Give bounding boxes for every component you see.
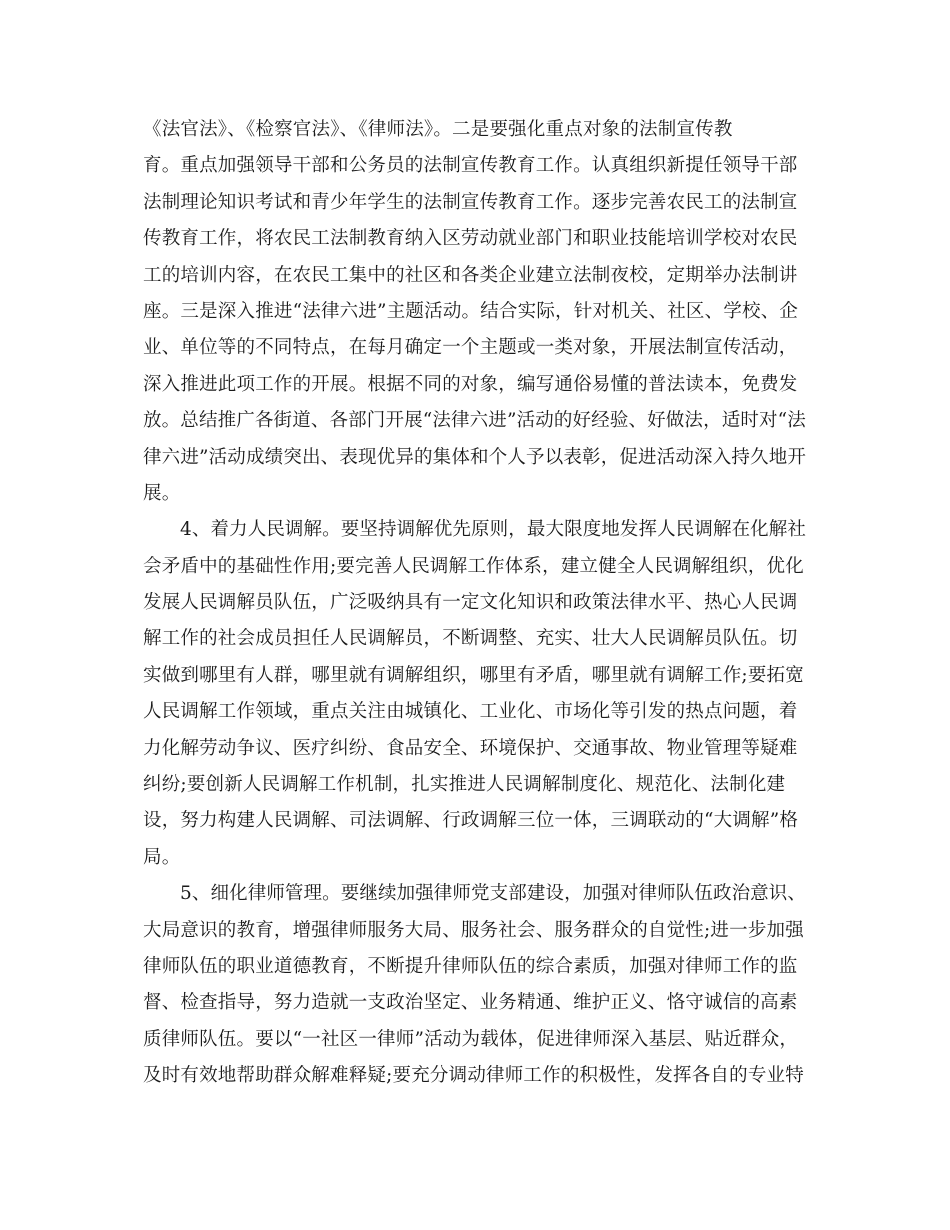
text-line: 展。 [143,482,181,504]
text-line: 督、检查指导，努力造就一支政治坚定、业务精通、维护正义、恪守诚信的高素 [143,992,798,1014]
paragraph-first-line: 4、着力人民调解。要坚持调解优先原则，最大限度地发挥人民调解在化解社 [180,519,807,541]
text-line: 发展人民调解员队伍，广泛吸纳具有一定文化知识和政策法律水平、热心人民调 [143,592,798,614]
document-body [143,112,806,1095]
text-line: 律六进”活动成绩突出、表现优异的集体和个人予以表彰，促进活动深入持久地开 [143,446,807,468]
text-line: 传教育工作，将农民工法制教育纳入区劳动就业部门和职业技能培训学校对农民 [143,228,798,250]
paragraph-first-line: 5、细化律师管理。要继续加强律师党支部建设，加强对律师队伍政治意识、 [180,883,807,905]
text-line: 业、单位等的不同特点，在每月确定一个主题或一类对象，开展法制宣传活动， [143,337,798,359]
text-line: 座。三是深入推进“法律六进”主题活动。结合实际，针对机关、社区、学校、企 [143,300,799,322]
text-line: 工的培训内容，在农民工集中的社区和各类企业建立法制夜校，定期举办法制讲 [143,264,798,286]
text-line: 大局意识的教育，增强律师服务大局、服务社会、服务群众的自觉性;进一步加强 [143,919,804,941]
text-line: 法制理论知识考试和青少年学生的法制宣传教育工作。逐步完善农民工的法制宣 [143,191,798,213]
text-line: 深入推进此项工作的开展。根据不同的对象，编写通俗易懂的普法读本，免费发 [143,373,798,395]
text-line: 《法官法》、《检察官法》、《律师法》。二是要强化重点对象的法制宣传教 [143,119,733,140]
text-line: 质律师队伍。要以“一社区一律师”活动为载体，促进律师深入基层、贴近群众， [143,1028,799,1050]
text-line: 解工作的社会成员担任人民调解员，不断调整、充实、壮大人民调解员队伍。切 [143,628,798,650]
text-line: 人民调解工作领域，重点关注由城镇化、工业化、市场化等引发的热点问题，着 [143,701,798,723]
text-line: 育。重点加强领导干部和公务员的法制宣传教育工作。认真组织新提任领导干部 [143,155,798,177]
text-line: 会矛盾中的基础性作用;要完善人民调解工作体系，建立健全人民调解组织，优化 [143,555,804,577]
text-line: 及时有效地帮助群众解难释疑;要充分调动律师工作的积极性，发挥各自的专业特 [143,1065,804,1087]
text-line: 放。总结推广各街道、各部门开展“法律六进”活动的好经验、好做法，适时对“法 [143,410,806,432]
text-line: 律师队伍的职业道德教育，不断提升律师队伍的综合素质，加强对律师工作的监 [143,955,798,977]
text-line: 纠纷;要创新人民调解工作机制，扎实推进人民调解制度化、规范化、法制化建 [143,774,786,796]
text-line: 局。 [143,846,181,868]
text-line: 力化解劳动争议、医疗纠纷、食品安全、环境保护、交通事故、物业管理等疑难 [143,737,798,759]
text-line: 实做到哪里有人群，哪里就有调解组织，哪里有矛盾，哪里就有调解工作;要拓宽 [143,664,804,686]
text-line: 设，努力构建人民调解、司法调解、行政调解三位一体，三调联动的“大调解”格 [143,810,799,832]
